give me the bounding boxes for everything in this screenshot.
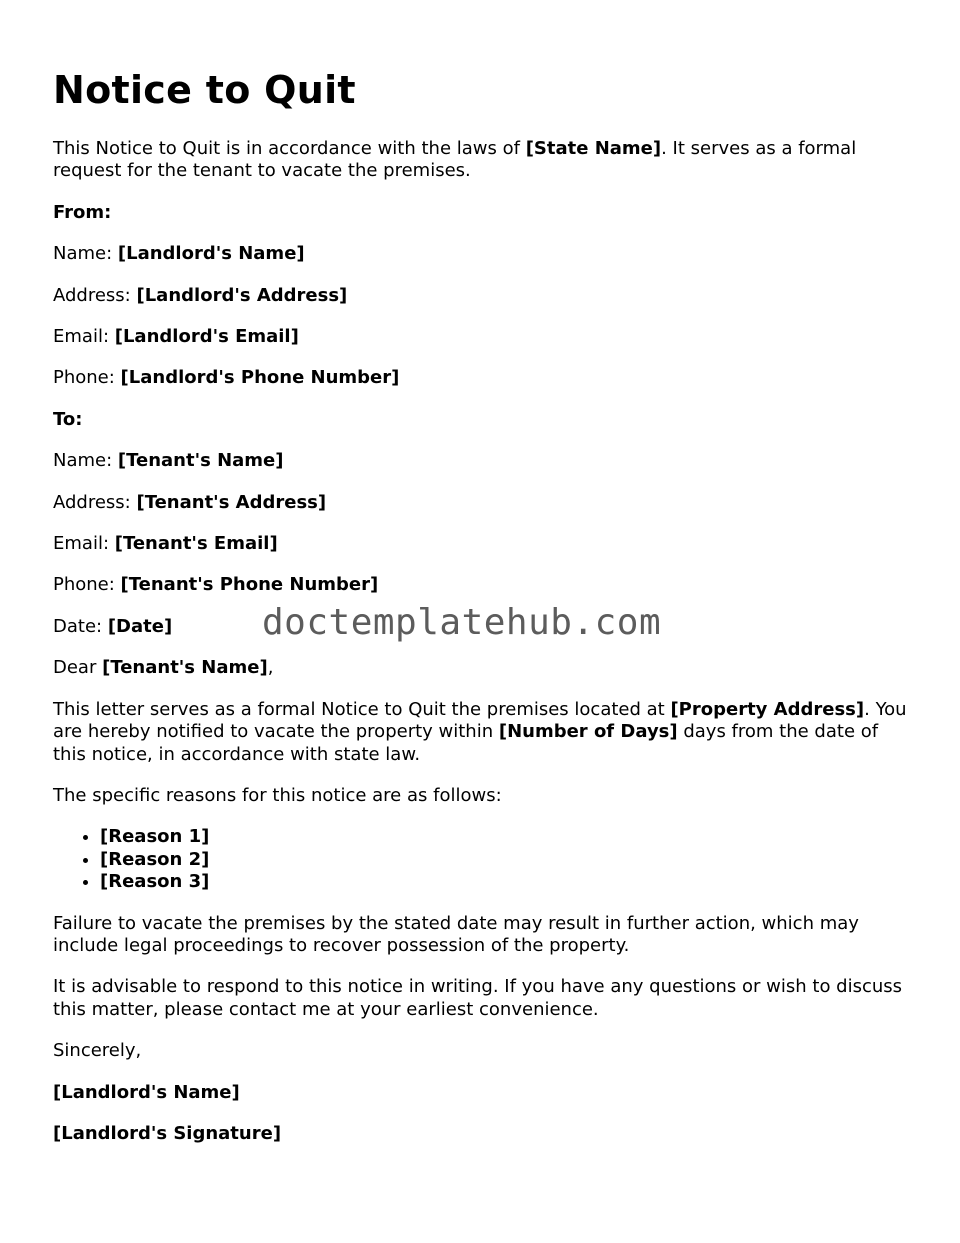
body1-text-3: days from the date of this notice, in accordance with state law. [53, 721, 879, 765]
from-address-label: Address: [53, 284, 137, 306]
signature-name-text: [Landlord's Name] [53, 1081, 240, 1103]
signature-text: [Landlord's Signature] [53, 1122, 282, 1144]
body-paragraph-respond: It is advisable to respond to this notice in writing. If you have any questions or wish to discuss this matter, please contact me at your earliest convenience. [53, 976, 903, 1020]
from-email-label: Email: [53, 326, 115, 348]
from-heading-text: From: [53, 201, 112, 223]
from-phone-line [53, 367, 913, 389]
intro-text-before: This Notice to Quit is in accordance with the laws of [53, 138, 526, 159]
from-name-label: Name: [53, 243, 118, 265]
from-phone-label: Phone: [53, 367, 121, 389]
state-name-placeholder: [State Name] [525, 138, 662, 159]
property-address-placeholder: [Property Address] [670, 698, 865, 720]
to-phone-label: Phone: [53, 574, 121, 596]
body-paragraph-failure: Failure to vacate the premises by the stated date may result in further action, which may include legal proceedings to recover possession of the property. [53, 912, 859, 956]
reasons-intro: The specific reasons for this notice are as follows: [53, 784, 502, 806]
to-address-line [53, 492, 913, 514]
tenant-email-placeholder: [Tenant's Email] [114, 533, 278, 555]
intro-paragraph [53, 138, 913, 183]
landlord-phone-placeholder: [Landlord's Phone Number] [120, 367, 400, 389]
to-heading-text: To: [53, 408, 83, 430]
body1-text-2: . You are hereby notified to vacate the property within [53, 698, 907, 743]
closing: Sincerely, [53, 1040, 142, 1062]
from-name-line [53, 243, 913, 265]
tenant-phone-placeholder: [Tenant's Phone Number] [120, 574, 379, 596]
page-title: Notice to Quit [53, 68, 356, 112]
reasons-list [53, 826, 913, 893]
tenant-address-placeholder: [Tenant's Address] [136, 491, 327, 513]
salutation-tenant-name: [Tenant's Name] [102, 657, 268, 679]
salutation [53, 657, 913, 679]
number-of-days-placeholder: [Number of Days] [498, 721, 678, 743]
to-email-line [53, 533, 913, 555]
body-paragraph-notice [53, 699, 913, 766]
to-address-label: Address: [53, 491, 137, 513]
list-item: • [Reason 3] [100, 871, 913, 893]
to-name-line [53, 450, 913, 472]
signature-name [53, 1082, 913, 1104]
to-heading [53, 409, 913, 431]
date-placeholder: [Date] [107, 615, 173, 637]
salutation-prefix: Dear [53, 657, 103, 679]
intro-text-after: . It serves as a formal request for the tenant to vacate the premises. [53, 138, 857, 182]
signature-line [53, 1123, 913, 1145]
to-name-label: Name: [53, 450, 118, 472]
landlord-email-placeholder: [Landlord's Email] [114, 326, 299, 348]
landlord-address-placeholder: [Landlord's Address] [136, 284, 348, 306]
from-email-line [53, 326, 913, 348]
salutation-suffix: , [267, 657, 274, 679]
to-phone-line [53, 574, 913, 596]
to-email-label: Email: [53, 533, 115, 555]
from-address-line [53, 285, 913, 307]
landlord-name-placeholder: [Landlord's Name] [117, 243, 305, 265]
body1-text-1: This letter serves as a formal Notice to Quit the premises located at [53, 698, 671, 720]
date-label: Date: [53, 615, 108, 637]
from-heading [53, 202, 913, 224]
list-item: • [Reason 2] [100, 849, 913, 871]
tenant-name-placeholder: [Tenant's Name] [117, 450, 284, 472]
list-item: • [Reason 1] [100, 826, 913, 848]
watermark: doctemplatehub.com [262, 602, 662, 643]
